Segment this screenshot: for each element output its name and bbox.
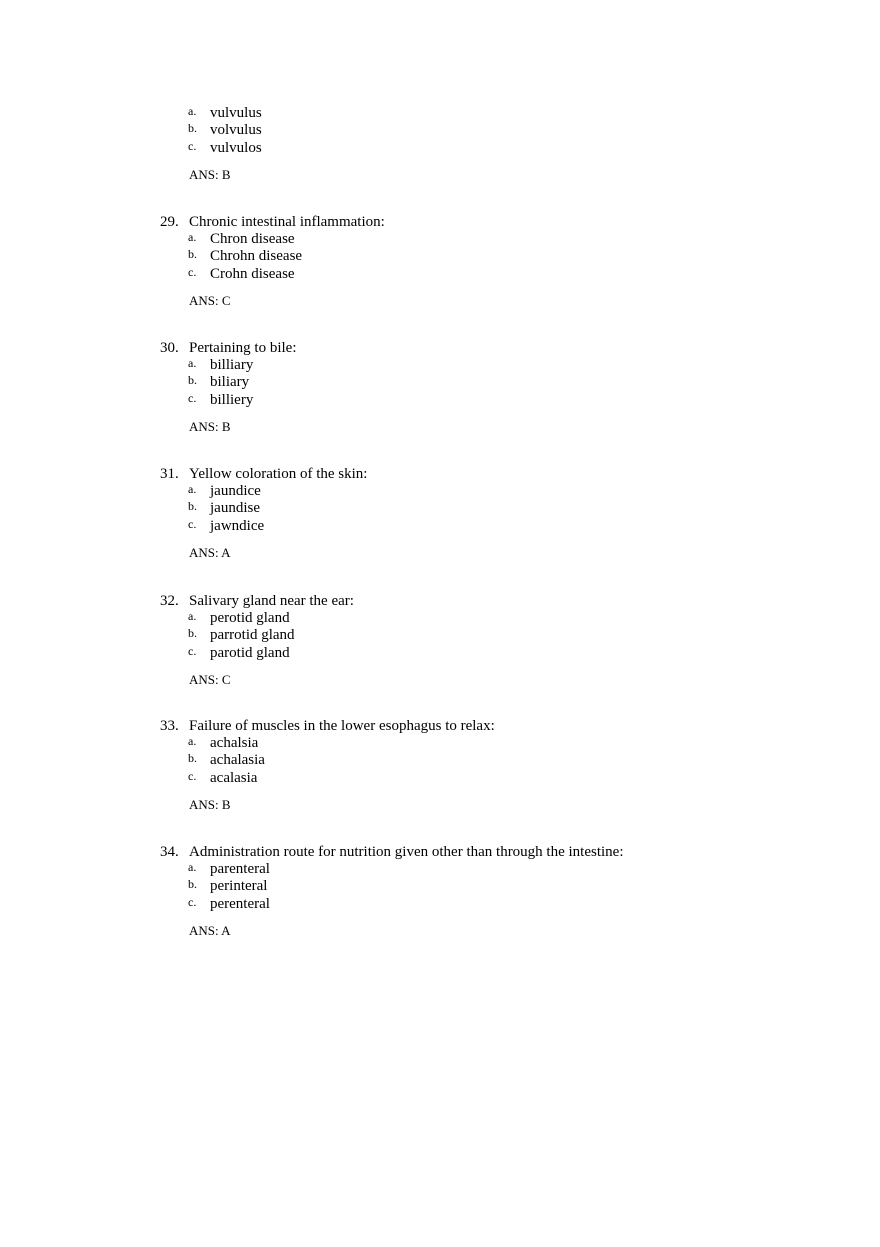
option-b xyxy=(160,752,840,769)
question-line xyxy=(160,592,840,610)
answer-key: ANS: B xyxy=(189,796,231,812)
option-letter: c. xyxy=(188,894,197,909)
answer-key: ANS: C xyxy=(189,292,231,308)
option-a xyxy=(160,231,840,248)
option-text: Chron disease xyxy=(210,231,295,247)
question-prompt: Administration route for nutrition given other than through the intestine: xyxy=(189,844,624,860)
option-letter: c. xyxy=(188,516,197,531)
option-text: perinteral xyxy=(210,878,268,895)
option-letter: a. xyxy=(188,230,197,244)
option-b xyxy=(160,248,840,265)
option-letter: b. xyxy=(188,877,197,892)
option-letter: b. xyxy=(188,247,197,262)
question-prompt: Pertaining to bile: xyxy=(189,340,297,356)
answer-key: ANS: A xyxy=(189,544,231,560)
option-text: vulvulos xyxy=(210,139,262,156)
option-text: achalsia xyxy=(210,735,259,751)
option-text: billiary xyxy=(210,357,254,373)
option-letter: a. xyxy=(188,482,197,496)
option-a xyxy=(160,610,840,627)
option-b xyxy=(160,374,840,391)
option-text: Crohn disease xyxy=(210,265,295,282)
option-c xyxy=(160,140,840,157)
option-b xyxy=(160,122,840,139)
question-number: 31. xyxy=(160,466,179,482)
option-text: acalasia xyxy=(210,769,258,786)
option-c xyxy=(160,896,840,913)
option-letter: b. xyxy=(188,751,197,766)
option-a xyxy=(160,735,840,752)
question-line xyxy=(160,843,840,861)
option-text: volvulus xyxy=(210,122,262,139)
question-33-block xyxy=(160,717,840,813)
option-text: parotid gland xyxy=(210,644,290,661)
option-a xyxy=(160,105,840,122)
question-number: 32. xyxy=(160,593,179,609)
option-text: jawndice xyxy=(210,517,265,534)
answer-key: ANS: C xyxy=(189,671,231,687)
answer-key: ANS: B xyxy=(189,166,231,182)
question-prompt: Yellow coloration of the skin: xyxy=(189,466,368,482)
option-text: vulvulus xyxy=(210,105,262,121)
option-text: billiery xyxy=(210,391,254,408)
option-letter: a. xyxy=(188,356,197,370)
option-text: achalasia xyxy=(210,752,265,769)
answer-key: ANS: A xyxy=(189,922,231,938)
question-28-block xyxy=(160,105,840,183)
question-prompt: Chronic intestinal inflammation: xyxy=(189,214,385,230)
question-prompt: Failure of muscles in the lower esophagus to relax: xyxy=(189,718,495,734)
option-letter: b. xyxy=(188,626,197,641)
question-number: 33. xyxy=(160,718,179,734)
question-number: 34. xyxy=(160,844,179,860)
option-letter: a. xyxy=(188,609,197,623)
option-b xyxy=(160,500,840,517)
question-32-block xyxy=(160,592,840,688)
option-c xyxy=(160,645,840,662)
option-letter: c. xyxy=(188,768,197,783)
option-letter: b. xyxy=(188,373,197,388)
question-34-block xyxy=(160,843,840,939)
option-letter: a. xyxy=(188,860,197,874)
option-letter: a. xyxy=(188,104,197,118)
question-31-block xyxy=(160,465,840,561)
option-c xyxy=(160,770,840,787)
option-b xyxy=(160,878,840,895)
option-letter: c. xyxy=(188,390,197,405)
question-prompt: Salivary gland near the ear: xyxy=(189,593,354,609)
question-30-block xyxy=(160,339,840,435)
option-letter: c. xyxy=(188,138,197,153)
option-text: jaundise xyxy=(210,500,260,517)
option-c xyxy=(160,266,840,283)
question-number: 29. xyxy=(160,214,179,230)
question-line xyxy=(160,339,840,357)
option-text: jaundice xyxy=(210,483,261,499)
question-line xyxy=(160,717,840,735)
option-b xyxy=(160,627,840,644)
option-c xyxy=(160,392,840,409)
answer-key: ANS: B xyxy=(189,418,231,434)
question-29-block xyxy=(160,213,840,309)
option-letter: c. xyxy=(188,264,197,279)
option-a xyxy=(160,483,840,500)
option-letter: b. xyxy=(188,499,197,514)
option-letter: a. xyxy=(188,734,197,748)
question-number: 30. xyxy=(160,340,179,356)
option-text: perotid gland xyxy=(210,610,290,626)
option-text: parenteral xyxy=(210,861,270,877)
option-a xyxy=(160,357,840,374)
option-letter: b. xyxy=(188,121,197,136)
question-line xyxy=(160,465,840,483)
option-c xyxy=(160,518,840,535)
question-line xyxy=(160,213,840,231)
option-text: perenteral xyxy=(210,895,270,912)
option-text: Chrohn disease xyxy=(210,248,303,265)
option-text: biliary xyxy=(210,374,250,391)
option-letter: c. xyxy=(188,643,197,658)
option-text: parrotid gland xyxy=(210,627,295,644)
option-a xyxy=(160,861,840,878)
